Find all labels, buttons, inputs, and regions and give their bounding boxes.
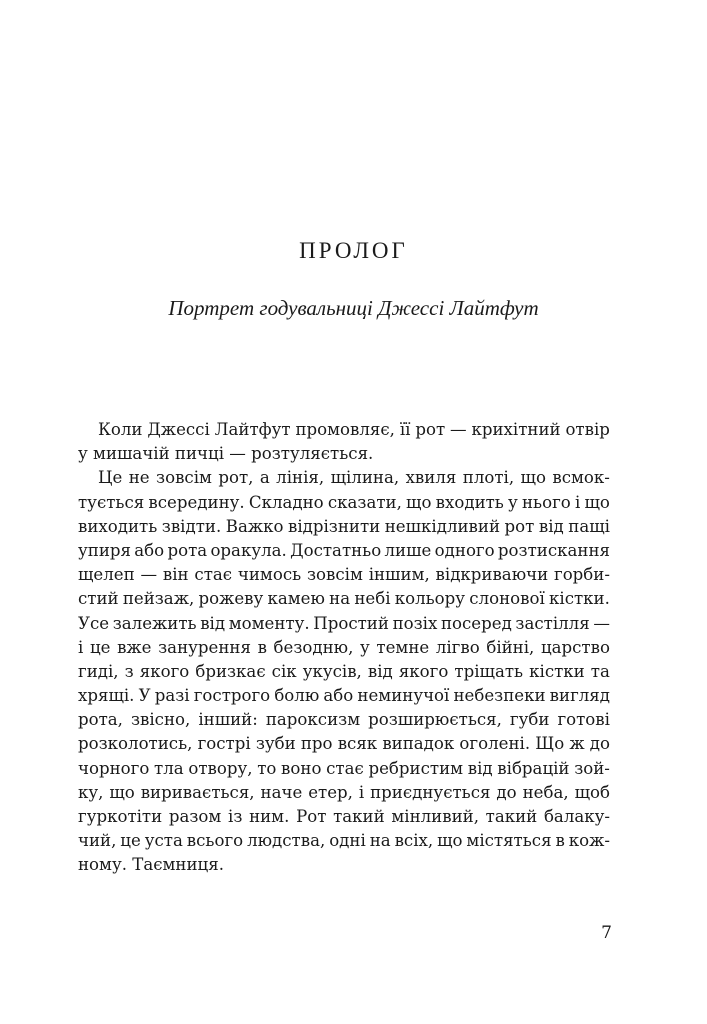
text-line: чорного тла отвору, то воно стає ребристим від вібрацій зой-	[78, 758, 610, 778]
text-line: розколотись, гострі зуби про всяк випадок оголені. Що ж до	[78, 734, 610, 754]
text-line: у мишачій пичці — розтуляється.	[78, 444, 374, 464]
text-line: упиря або рота оракула. Достатньо лише одного розтискання	[78, 540, 610, 560]
body-text	[78, 418, 610, 878]
chapter-subtitle: Портрет годувальниці Джессі Лайтфут	[168, 296, 539, 320]
text-line: виходить звідти. Важко відрізнити нешкідливий рот від пащі	[78, 516, 610, 536]
text-line: чий, це уста всього людства, одні на всіх, що містяться в кож-	[78, 831, 610, 851]
text-line: тується всередину. Складно сказати, що входить у нього і що	[78, 492, 610, 512]
text-line: стий пейзаж, рожеву камею на небі кольору слонової кістки.	[78, 589, 610, 609]
text-line: гиді, з якого бризкає сік укусів, від якого тріщать кістки та	[78, 661, 610, 681]
text-line: Усе залежить від моменту. Простий позіх посеред застілля —	[78, 613, 610, 633]
text-line: Коли Джессі Лайтфут промовляє, її рот — крихітний отвір	[98, 420, 610, 439]
text-line: рота, звісно, інший: пароксизм розширюється, губи готові	[78, 710, 610, 730]
paragraph	[78, 418, 610, 466]
text-line: гуркотіти разом із ним. Рот такий мінливий, такий балаку-	[78, 807, 610, 826]
text-line: ку, що виривається, наче етер, і приєднується до неба, щоб	[78, 782, 610, 802]
text-line: хрящі. У разі гострого болю або неминучої небезпеки вигляд	[78, 686, 610, 706]
text-line: щелеп — він стає чимось зовсім іншим, відкриваючи горби-	[78, 565, 610, 585]
page-number: 7	[601, 923, 612, 943]
text-line: і це вже занурення в безодню, у темне лігво бійні, царство	[78, 637, 610, 657]
paragraph	[78, 466, 610, 877]
text-line: ному. Таємниця.	[78, 855, 224, 875]
chapter-title: ПРОЛОГ	[299, 238, 408, 263]
text-line: Це не зовсім рот, а лінія, щілина, хвиля плоті, що всмок-	[98, 468, 610, 488]
